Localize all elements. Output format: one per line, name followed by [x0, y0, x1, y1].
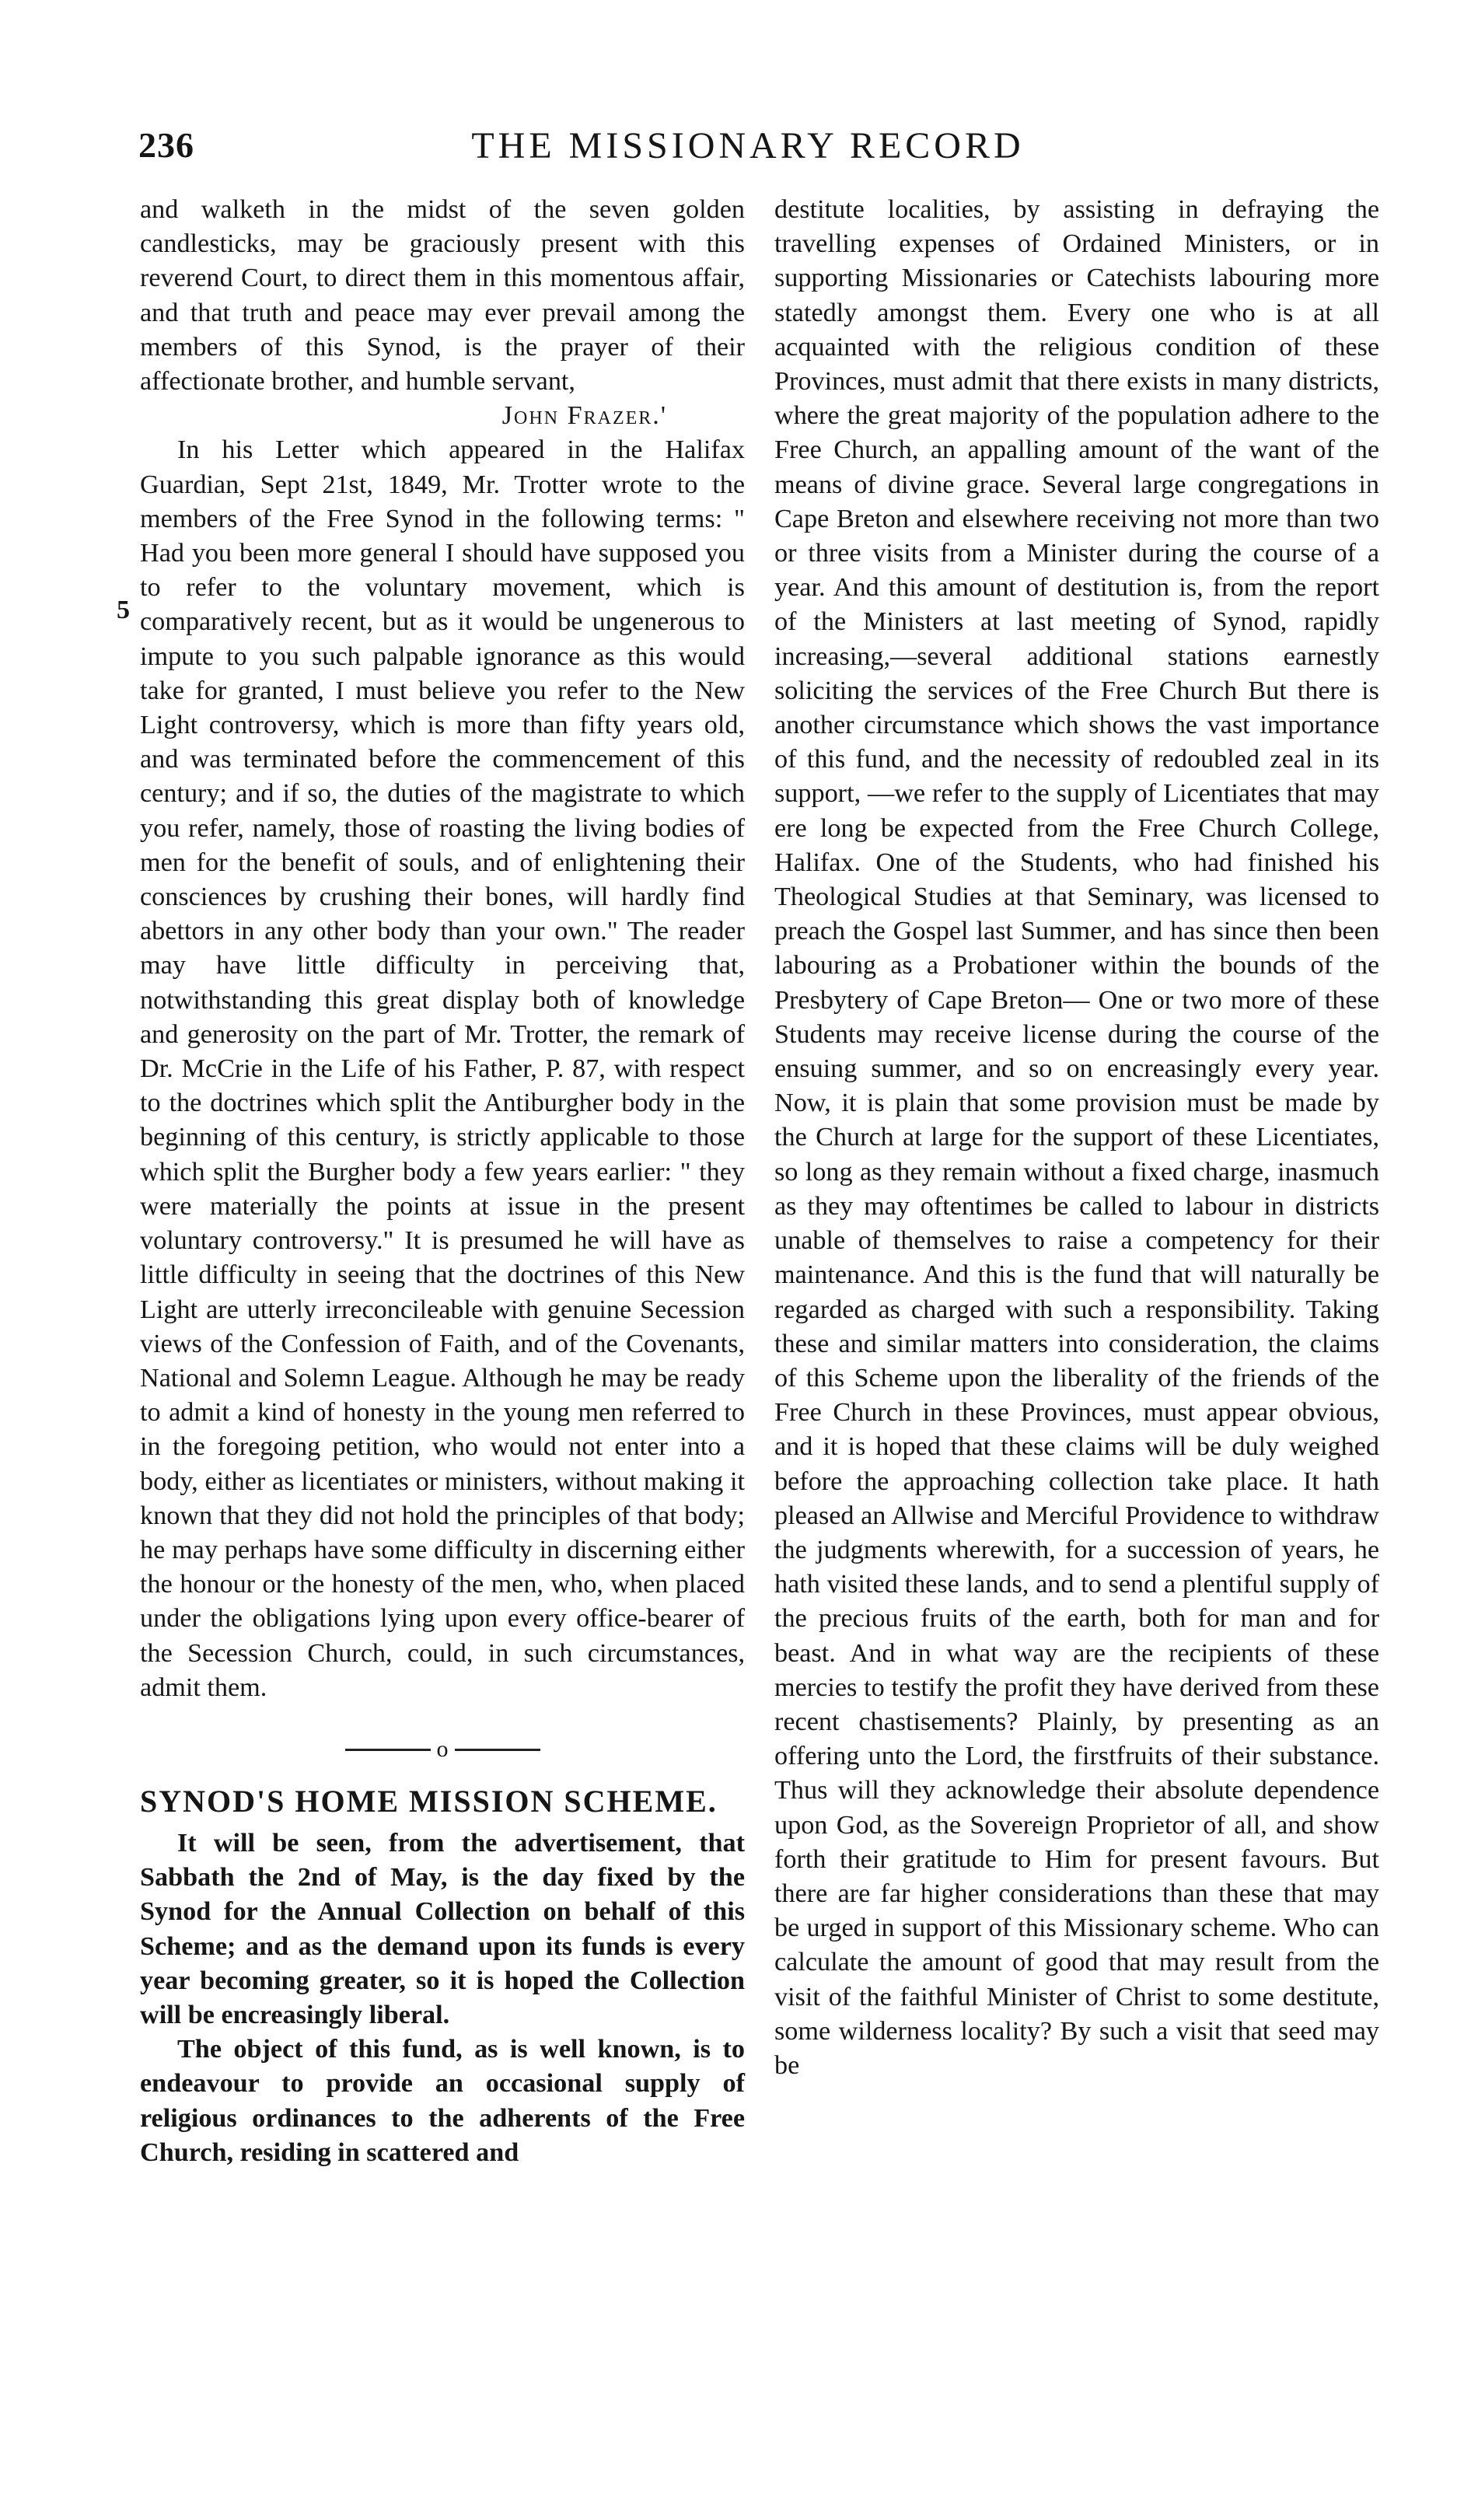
left-column	[140, 193, 745, 2170]
paragraph-trotter-letter: In his Letter which appeared in the Halifax Guardian, Sept 21st, 1849, Mr. Trotter wrote to the members of the Free Synod in the following terms: " Had you been more general I should have supposed you to refer to the voluntary movement, which is comparatively recent, but as it would be ungenerous to impute to you such palpable ignorance as this would take for granted, I must believe you refer to the New Light controversy, which is more than fifty years old, and was terminated before the commencement of this century; and if so, the duties of the magistrate to which you refer, namely, those of roasting the living bodies of men for the benefit of souls, and of enlightening their consciences by crushing their bones, will hardly find abettors in any other body than your own." The reader may have little difficulty in perceiving that, notwithstanding this great display both of knowledge and generosity on the part of Mr. Trotter, the remark of Dr. McCrie in the Life of his Father, P. 87, with respect to the doctrines which split the Antiburgher body in the beginning of this century, is strictly applicable to those which split the Burgher body a few years earlier: " they were materially the points at issue in the present voluntary controversy." It is presumed he will have as little difficulty in seeing that the doctrines of this New Light are utterly irreconcileable with genuine Secession views of the Confession of Faith, and of the Covenants, National and Solemn League. Although he may be ready to admit a kind of honesty in the young men referred to in the foregoing petition, who would not enter into a body, either as licentiates or ministers, without making it known that they did not hold the principles of that body; he may perhaps have some difficulty in discerning either the honour or the honesty of the men, who, when placed under the obligations lying upon every office-bearer of the Secession Church, could, in such circumstances, admit them.	[140, 435, 745, 1702]
signature: John Frazer.'	[501, 401, 667, 431]
section-heading: SYNOD'S HOME MISSION SCHEME.	[140, 1784, 718, 1819]
paragraph-letter-closing: and walketh in the midst of the seven golden candlesticks, may be graciously present with this reverend Court, to direct them in this momentous affair, and that truth and peace may ever prevail among the members of this Synod, is the prayer of their affectionate brother, and humble servant,	[140, 195, 745, 397]
paragraph-fund-object: The object of this fund, as is well known, is to endeavour to provide an occasional supply of religious ordinances to the adherents of the Free Church, residing in scattered and	[140, 2035, 745, 2167]
margin-number: 5	[117, 596, 130, 624]
paragraph-collection-notice: It will be seen, from the advertisement, that Sabbath the 2nd of May, is the day fixed by the Synod for the Annual Collection on behalf of this Scheme; and as the demand upon its funds is every year becoming greater, so it is hoped the Collection will be encreasingly liberal.	[140, 1829, 745, 2030]
page-header	[138, 124, 1357, 168]
paragraph-mission-scheme-continued: destitute localities, by assisting in defraying the travelling expenses of Ordained Ministers, or in supporting Missionaries or Catechists labouring more statedly amongst them. Every one who is at all acquainted with the religious condition of these Provinces, must admit that there exists in many districts, where the great majority of the population adhere to the Free Church, an appalling amount of the want of the means of divine grace. Several large congregations in Cape Breton and elsewhere receiving not more than two or three visits from a Minister during the course of a year. And this amount of destitution is, from the report of the Ministers at last meeting of Synod, rapidly increasing,—several additional stations earnestly soliciting the services of the Free Church But there is another circumstance which shows the vast importance of this fund, and the necessity of redoubled zeal in its support, —we refer to the supply of Licentiates that may ere long be expected from the Free Church College, Halifax. One of the Students, who had finished his Theological Studies at that Seminary, was licensed to preach the Gospel last Summer, and has since then been labouring as a Probationer within the bounds of the Presbytery of Cape Breton— One or two more of these Students may receive license during the course of the ensuing summer, and so on encreasingly every year. Now, it is plain that some provision must be made by the Church at large for the support of these Licentiates, so long as they remain without a fixed charge, inasmuch as they may oftentimes be called to labour in districts unable of themselves to raise a competency for their maintenance. And this is the fund that will naturally be regarded as charged with such a responsibility. Taking these and similar matters into consideration, the claims of this Scheme upon the liberality of the friends of the Free Church in these Provinces, must appear obvious, and it is hoped that these claims will be duly weighed before the approaching collection take place. It hath pleased an Allwise and Merciful Providence to withdraw the judgments wherewith, for a succession of years, he hath visited these lands, and to send a plentiful supply of the precious fruits of the earth, both for man and for beast. And in what way are the recipients of these mercies to testify the profit they have derived from these recent chastisements? Plainly, by presenting as an offering unto the Lord, the firstfruits of their substance. Thus will they acknowledge their absolute dependence upon God, as the Sovereign Proprietor of all, and show forth their gratitude to Him for present favours. But there are far higher considerations than these that may be urged in support of this Missionary scheme. Who can calculate the amount of good that may result from the visit of the faithful Minister of Christ to some destitute, some wilderness locality? By such a visit that seed may be	[774, 195, 1379, 2080]
divider-line-left	[345, 1749, 431, 1751]
running-title: THE MISSIONARY RECORD	[471, 125, 1025, 166]
divider-mark: o	[436, 1736, 449, 1763]
page-number: 236	[138, 125, 194, 165]
right-column	[774, 193, 1379, 2083]
section-divider	[140, 1736, 745, 1761]
divider-line-right	[455, 1749, 540, 1751]
